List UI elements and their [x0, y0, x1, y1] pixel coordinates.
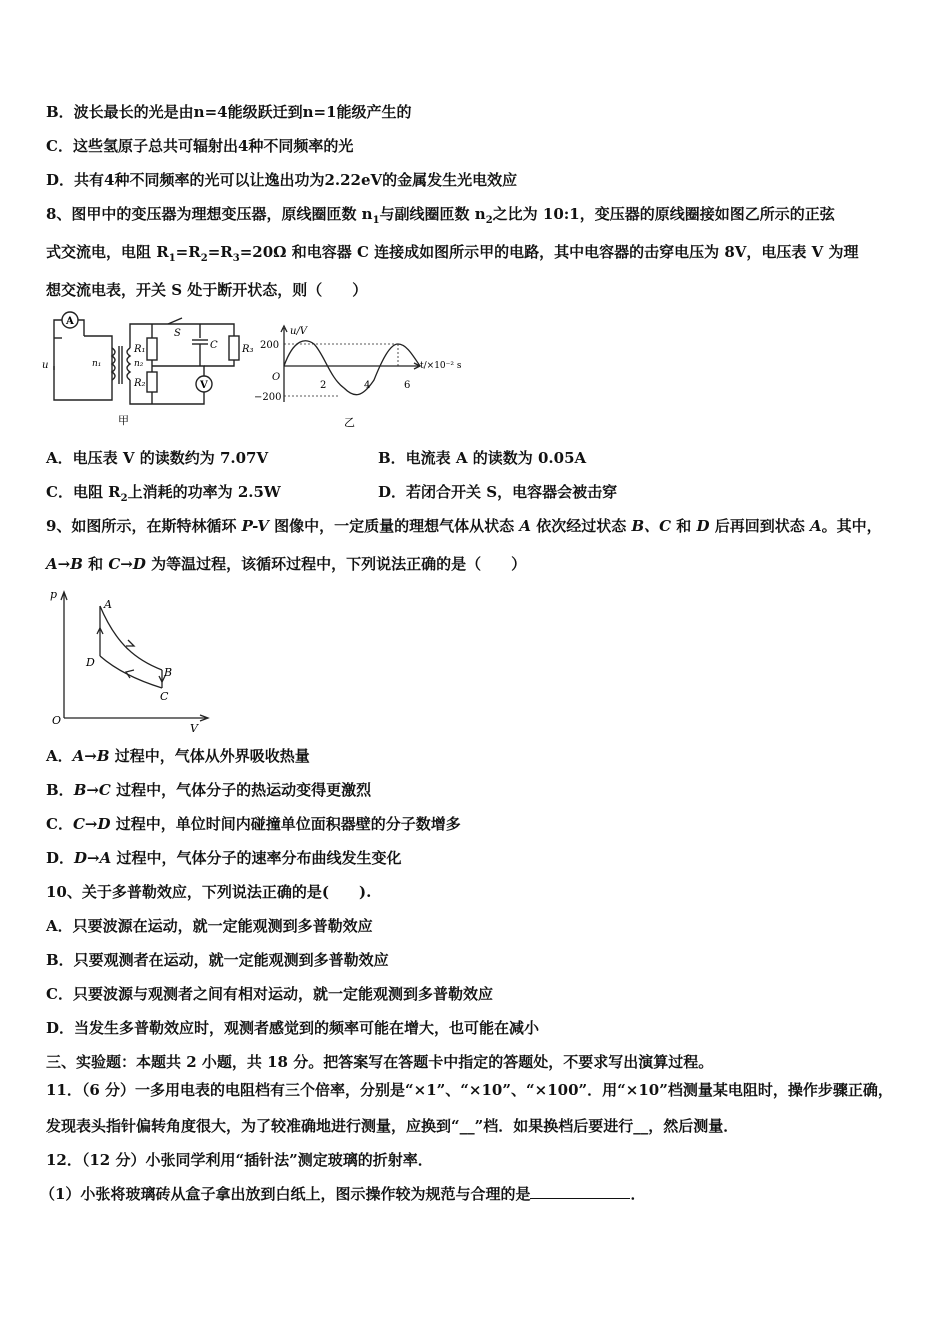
- pv-origin: O: [52, 714, 62, 727]
- voltmeter-label: V: [200, 380, 208, 391]
- q12-answer-blank: [530, 1184, 630, 1199]
- waveform-origin: O: [272, 372, 281, 383]
- q8-option-d: D．若闭合开关 S，电容器会被击穿: [378, 483, 618, 501]
- q8-stem-line1: 8、图甲中的变压器为理想变压器，原线圈匝数 $n_1$与副线圈匝数 $n_2$之比为 10:1，变压器的原线圈接如图乙所示的正弦: [46, 205, 835, 226]
- pv-point-d: D: [86, 656, 95, 669]
- switch-label: S: [174, 328, 181, 339]
- pv-point-b: B: [164, 666, 173, 679]
- q11-line2: 发现表头指针偏转角度很大，为了较准确地进行测量，应换到“__”档．如果换档后要进行__，然后测量．: [46, 1117, 739, 1135]
- q7-option-d: D．共有4种不同频率的光可以让逸出功为2.22eV的金属发生光电效应: [46, 171, 518, 189]
- q8-option-a: A．电压表 V 的读数约为 7.07V: [46, 449, 269, 467]
- q10-option-c: C．只要波源与观测者之间有相对运动，就一定能观测到多普勒效应: [46, 985, 493, 1003]
- r2-label: R₂: [134, 378, 146, 389]
- q11-blank-2: __: [633, 1117, 649, 1135]
- source-label: u: [42, 360, 49, 371]
- section-3-heading: 三、实验题：本题共 2 小题，共 18 分。把答案写在答题卡中指定的答题处，不要求写出演算过程。: [46, 1053, 714, 1071]
- n2-label: n₂: [134, 359, 144, 369]
- q9-option-c: C．C→D 过程中，单位时间内碰撞单位面积器壁的分子数增多: [46, 815, 461, 833]
- waveform-ylabel: u/V: [290, 326, 308, 337]
- xtick-2: 2: [320, 380, 327, 391]
- ytick-200: 200: [260, 340, 280, 351]
- capacitor-label: C: [210, 340, 218, 351]
- q10-option-d: D．当发生多普勒效应时，观测者感觉到的频率可能在增大，也可能在减小: [46, 1019, 540, 1037]
- pv-point-c: C: [160, 690, 169, 703]
- pv-axis-v: V: [190, 722, 198, 734]
- q9-stem-line1: 9、如图所示，在斯特林循环 P-V 图像中，一定质量的理想气体从状态 A 依次经过状态 B、C 和 D 后再回到状态 A。其中，: [46, 517, 882, 535]
- q9-option-a: A．A→B 过程中，气体从外界吸收热量: [46, 747, 310, 765]
- q10-option-a: A．只要波源在运动，就一定能观测到多普勒效应: [46, 917, 373, 935]
- q12-stem: 12．（12 分）小张同学利用“插针法”测定玻璃的折射率．: [46, 1151, 433, 1169]
- figure-yi-label: 乙: [344, 416, 355, 429]
- r3-label: R₃: [242, 344, 254, 355]
- pv-axis-p: p: [50, 588, 58, 601]
- q9-pv-figure: [46, 584, 216, 734]
- pv-point-a: A: [104, 598, 112, 611]
- q9-option-b: B．B→C 过程中，气体分子的热运动变得更激烈: [46, 781, 372, 799]
- q7-option-b: B．波长最长的光是由n=4能级跃迁到n=1能级产生的: [46, 103, 412, 121]
- q12-sub1: （1）小张将玻璃砖从盒子拿出放到白纸上，图示操作较为规范与合理的是 ．: [40, 1185, 646, 1203]
- q9-stem-line2: A→B 和 C→D 为等温过程，该循环过程中，下列说法正确的是（ ）: [46, 555, 527, 573]
- q10-option-b: B．只要观测者在运动，就一定能观测到多普勒效应: [46, 951, 389, 969]
- q11-blank-1: __: [459, 1117, 475, 1135]
- q8-option-b: B．电流表 A 的读数为 0.05A: [378, 449, 587, 467]
- ammeter-label: A: [66, 316, 74, 327]
- q8-figure: [40, 308, 480, 432]
- ytick-neg200: −200: [254, 392, 282, 403]
- r1-label: R₁: [134, 344, 146, 355]
- figure-jia-label: 甲: [118, 414, 129, 427]
- q9-option-d: D．D→A 过程中，气体分子的速率分布曲线发生变化: [46, 849, 402, 867]
- xtick-6: 6: [404, 380, 411, 391]
- xtick-4: 4: [364, 380, 371, 391]
- n1-label: n₁: [92, 359, 102, 369]
- q8-option-c: C．电阻 $R_2$上消耗的功率为 2.5W: [46, 483, 281, 504]
- q10-stem: 10、关于多普勒效应，下列说法正确的是( ).: [46, 883, 372, 901]
- q8-stem-line2: 式交流电，电阻 $R_1=R_2=R_3=20\Omega$ 和电容器 C 连接成如图所示甲的电路，其中电容器的击穿电压为 8V，电压表 V 为理: [46, 243, 859, 264]
- q7-option-c: C．这些氢原子总共可辐射出4种不同频率的光: [46, 137, 354, 155]
- q11-line1: 11．（6 分）一多用电表的电阻档有三个倍率，分别是“×1”、“×10”、“×100”．用“×10”档测量某电阻时，操作步骤正确，: [46, 1081, 893, 1099]
- q8-stem-line3: 想交流电表，开关 S 处于断开状态，则（ ）: [46, 281, 368, 299]
- waveform-xlabel: t/×10⁻² s: [420, 361, 462, 371]
